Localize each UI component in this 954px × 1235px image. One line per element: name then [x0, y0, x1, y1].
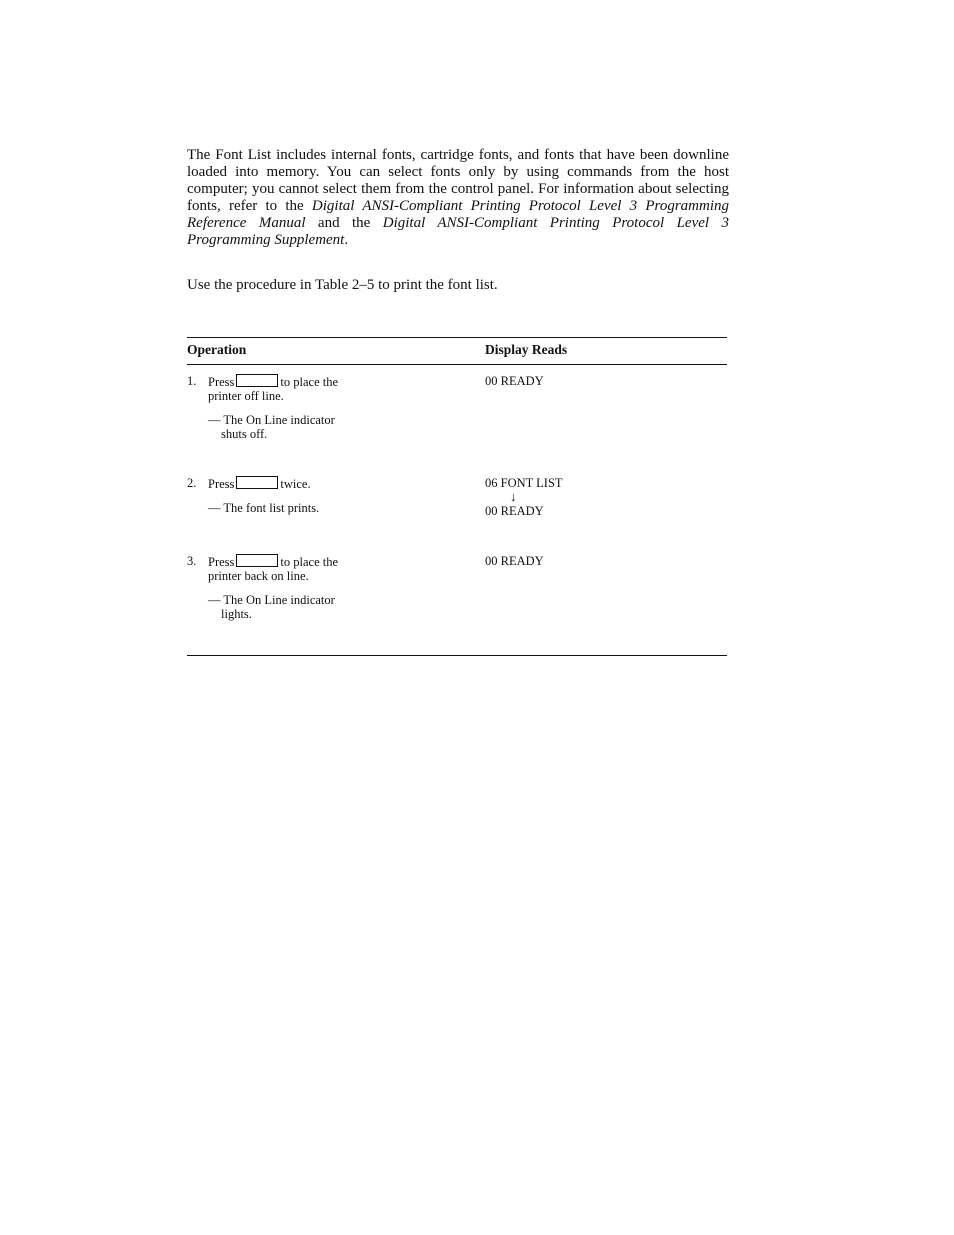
step-2-display-2: 00 READY: [485, 504, 544, 518]
step-3-display: 00 READY: [485, 554, 544, 568]
step-2-number: 2.: [187, 476, 197, 490]
step-3-line2: printer back on line.: [208, 569, 309, 583]
step-3-result-2: lights.: [221, 607, 252, 621]
step-1-result-2: shuts off.: [221, 427, 268, 441]
down-arrow-icon: ↓: [510, 489, 517, 504]
step-3-press: Press: [208, 555, 235, 569]
step-3-number: 3.: [187, 554, 197, 568]
online-key-icon: [236, 554, 278, 567]
intro-text-1: The Font List includes internal fonts, cartridge fonts, and fonts that have been downline loaded into memory. You can select fonts only by using commands from the host computer; you cannot select them from the control panel. For information about selecting fonts, refer to the: [187, 147, 729, 214]
intro-text-2: and the: [305, 215, 383, 231]
reference-manual-title: Digital ANSI-Compliant Printing Protocol Level 3 Programming Reference Manual: [187, 198, 729, 231]
step-2-result: — The font list prints.: [208, 501, 320, 515]
step-1-result: [208, 413, 335, 441]
step-1-press: Press: [208, 375, 235, 389]
step-1-number: 1.: [187, 374, 197, 388]
online-key-icon: [236, 374, 278, 387]
step-2-after-key: twice.: [280, 477, 311, 491]
step-1-line2: printer off line.: [208, 389, 284, 403]
step-1-operation: [208, 374, 338, 403]
step-2-display-1: 06 FONT LIST: [485, 476, 563, 490]
step-2-operation: [208, 476, 311, 491]
step-3-result: [208, 593, 335, 621]
intro-text-3: .: [344, 232, 349, 248]
table-header-rule: [187, 364, 727, 365]
table-top-rule: [187, 337, 727, 338]
step-1-after-key: to place the: [280, 375, 339, 389]
intro-paragraph: [187, 147, 729, 249]
step-1-display: 00 READY: [485, 374, 544, 388]
step-3-operation: [208, 554, 338, 583]
step-1-result-1: — The On Line indicator: [208, 413, 335, 427]
table-bottom-rule: [187, 655, 727, 656]
procedure-note: Use the procedure in Table 2–5 to print the font list.: [187, 277, 498, 293]
supplement-title: Digital ANSI-Compliant Printing Protocol Level 3 Programming Supplement: [187, 215, 729, 248]
test-key-icon: [236, 476, 278, 489]
step-3-after-key: to place the: [280, 555, 339, 569]
header-operation: Operation: [187, 342, 247, 357]
header-display-reads: Display Reads: [485, 342, 568, 357]
step-3-result-1: — The On Line indicator: [208, 593, 335, 607]
step-2-press: Press: [208, 477, 235, 491]
